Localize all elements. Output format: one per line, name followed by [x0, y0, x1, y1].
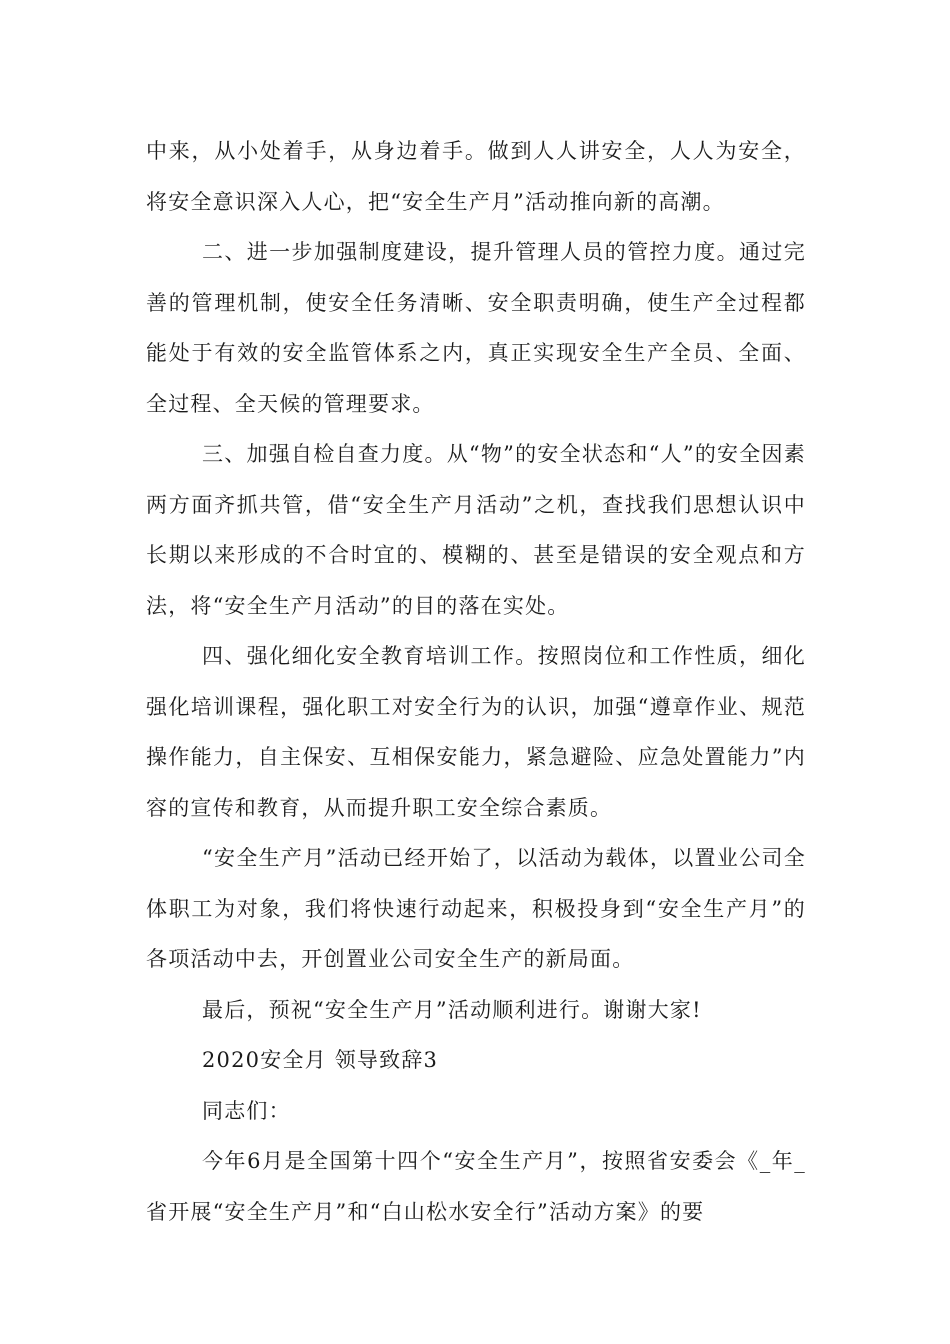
- paragraph-point-three: 三、加强自检自查力度。从“物”的安全状态和“人”的安全因素两方面齐抓共管，借“安全生产月活动”之机，查找我们思想认识中长期以来形成的不合时宜的、模糊的、甚至是错误的安全观点和方法，将“安全生产月活动”的目的落在实处。: [146, 442, 806, 618]
- salutation: 同志们：: [202, 1098, 291, 1123]
- paragraph-continued: 中来，从小处着手，从身边着手。做到人人讲安全，人人为安全，将安全意识深入人心，把“安全生产月”活动推向新的高潮。: [146, 139, 806, 214]
- paragraph-activity-started: “安全生产月”活动已经开始了，以活动为载体，以置业公司全体职工为对象，我们将快速行动起来，积极投身到“安全生产月”的各项活动中去，开创置业公司安全生产的新局面。: [146, 846, 806, 971]
- document-body: [146, 126, 806, 1237]
- paragraph-speech-opening: 今年6月是全国第十四个“安全生产月”，按照省安委会《_年_省开展“安全生产月”和“白山松水安全行”活动方案》的要: [146, 1149, 806, 1224]
- paragraph-point-four: 四、强化细化安全教育培训工作。按照岗位和工作性质，细化强化培训课程，强化职工对安全行为的认识，加强“遵章作业、规范操作能力，自主保安、互相保安能力，紧急避险、应急处置能力”内容的宣传和教育，从而提升职工安全综合素质。: [146, 644, 806, 820]
- paragraph-point-two: 二、进一步加强制度建设，提升管理人员的管控力度。通过完善的管理机制，使安全任务清晰、安全职责明确，使生产全过程都能处于有效的安全监管体系之内，真正实现安全生产全员、全面、全过程、全天候的管理要求。: [146, 240, 806, 416]
- section-title: 2020安全月 领导致辞3: [202, 1048, 439, 1072]
- paragraph-closing: 最后，预祝“安全生产月”活动顺利进行。谢谢大家!: [202, 997, 702, 1022]
